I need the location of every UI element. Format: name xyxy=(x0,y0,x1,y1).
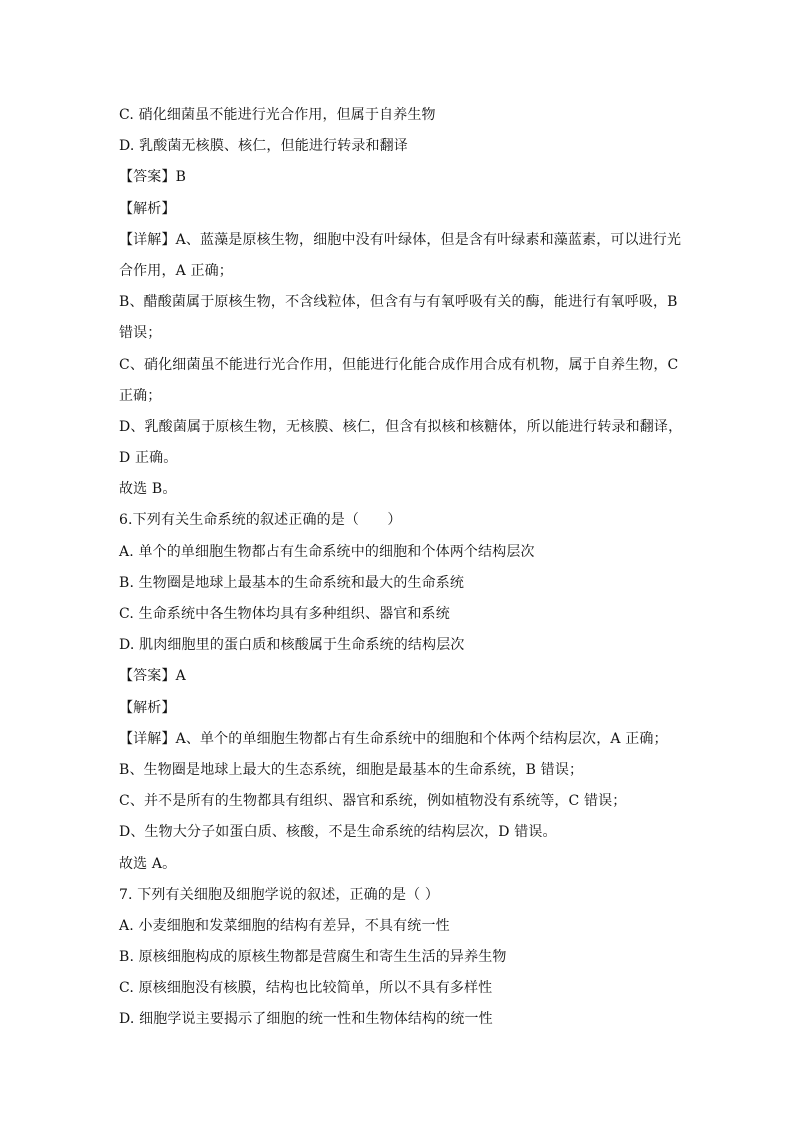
detail-line: D、乳酸菌属于原核生物，无核膜、核仁，但含有拟核和核糖体，所以能进行转录和翻译， xyxy=(119,418,683,435)
detail-line: 【详解】A、蓝藻是原核生物，细胞中没有叶绿体，但是含有叶绿素和藻蓝素，可以进行光 xyxy=(119,231,682,248)
q6-option-b: B. 生物圈是地球上最基本的生命系统和最大的生命系统 xyxy=(119,574,465,591)
analysis-heading: 【解析】 xyxy=(119,699,176,716)
answer-line: 【答案】B xyxy=(119,169,187,186)
detail-line: 正确； xyxy=(119,387,162,404)
answer-line: 【答案】A xyxy=(119,668,186,685)
q7-option-b: B. 原核细胞构成的原核生物都是营腐生和寄生生活的异养生物 xyxy=(119,949,507,966)
conclusion-line: 故选 A。 xyxy=(119,855,177,872)
detail-line: C、硝化细菌虽不能进行光合作用，但能进行化能合成作用合成有机物，属于自养生物，C xyxy=(119,356,679,373)
detail-line: C、并不是所有的生物都具有组织、器官和系统，例如植物没有系统等，C 错误； xyxy=(119,793,627,810)
option-c-line: C. 硝化细菌虽不能进行光合作用，但属于自养生物 xyxy=(119,107,436,123)
q6-option-a: A. 单个的单细胞生物都占有生命系统中的细胞和个体两个结构层次 xyxy=(119,543,535,560)
detail-line: 【详解】A、单个的单细胞生物都占有生命系统中的细胞和个体两个结构层次，A 正确； xyxy=(119,730,668,747)
q7-option-a: A. 小麦细胞和发菜细胞的结构有差异，不具有统一性 xyxy=(119,917,450,934)
conclusion-line: 故选 B。 xyxy=(119,481,177,498)
detail-line: 错误； xyxy=(119,325,162,342)
detail-line: B、生物圈是地球上最大的生态系统，细胞是最基本的生命系统，B 错误； xyxy=(119,761,584,778)
q6-option-d: D. 肌肉细胞里的蛋白质和核酸属于生命系统的结构层次 xyxy=(119,637,465,654)
q6-option-c: C. 生命系统中各生物体均具有多种组织、器官和系统 xyxy=(119,606,450,622)
analysis-heading: 【解析】 xyxy=(119,200,176,217)
detail-line: 合作用，A 正确； xyxy=(119,262,233,279)
q7-option-c: C. 原核细胞没有核膜，结构也比较简单，所以不具有多样性 xyxy=(119,980,493,997)
question-6-stem: 6.下列有关生命系统的叙述正确的是（ ） xyxy=(119,512,402,529)
detail-line: D、生物大分子如蛋白质、核酸，不是生命系统的结构层次，D 错误。 xyxy=(119,824,557,841)
question-7-stem: 7. 下列有关细胞及细胞学说的叙述，正确的是（ ） xyxy=(119,886,440,903)
detail-line: B、醋酸菌属于原核生物，不含线粒体，但含有与有氧呼吸有关的酶，能进行有氧呼吸，B xyxy=(119,294,678,311)
detail-line: D 正确。 xyxy=(119,450,178,467)
option-d-line: D. 乳酸菌无核膜、核仁，但能进行转录和翻译 xyxy=(119,138,408,155)
q7-option-d: D. 细胞学说主要揭示了细胞的统一性和生物体结构的统一性 xyxy=(119,1011,493,1028)
document-content xyxy=(119,100,683,1036)
